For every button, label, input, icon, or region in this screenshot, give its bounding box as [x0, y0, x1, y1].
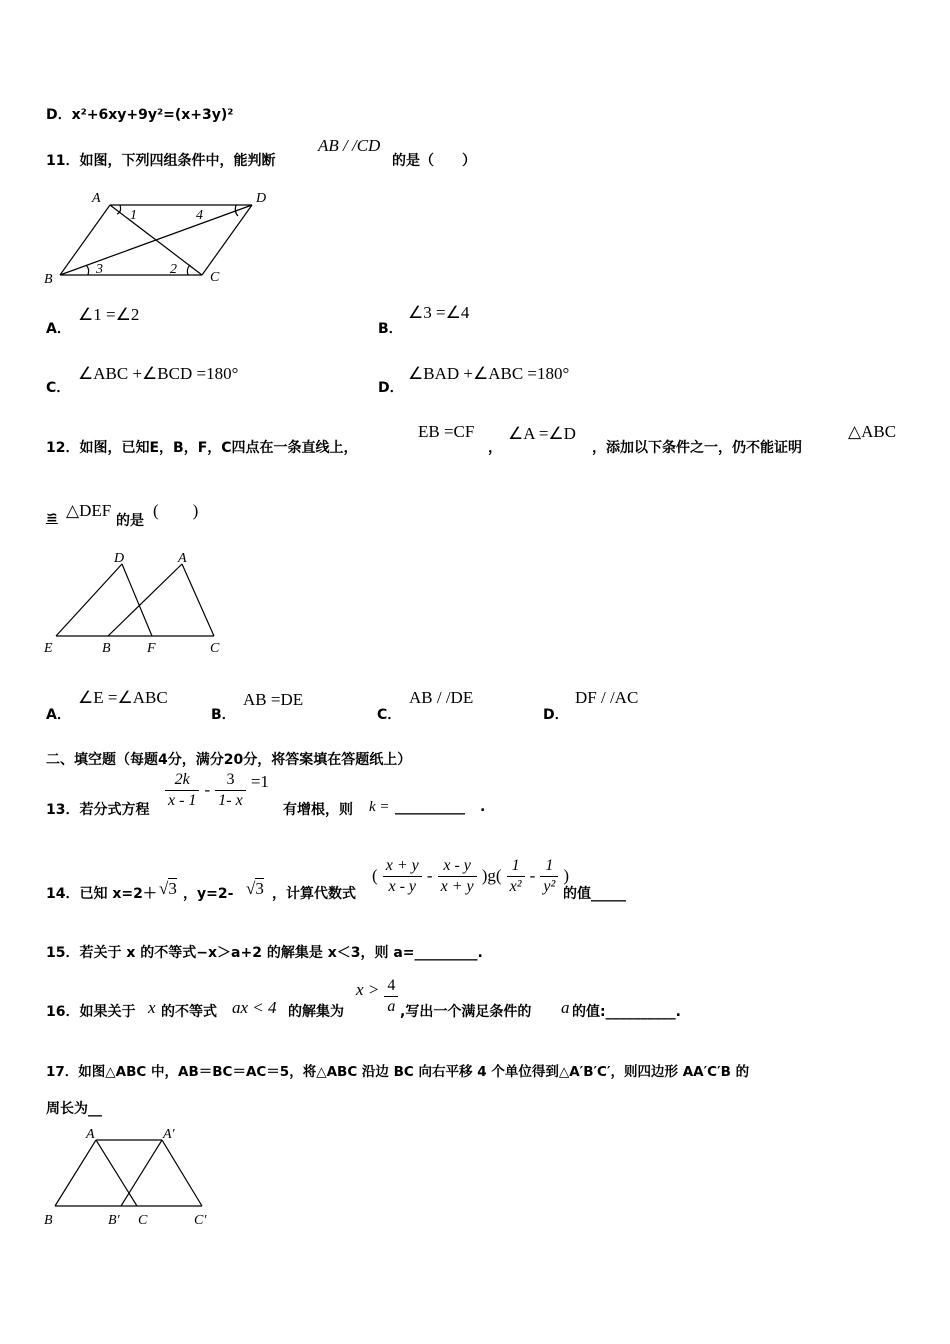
q14-sqrt-2: √3 — [246, 879, 264, 898]
q16-a: a — [561, 998, 570, 1017]
q13-frac-2: $\frac{3}{1- x}$ — [215, 770, 245, 811]
q12-figure — [40, 548, 240, 660]
label-C: C — [138, 1213, 148, 1228]
q12-cond-1: EB =CF — [418, 422, 475, 441]
label-C: C — [210, 641, 220, 656]
label-E: E — [44, 641, 53, 656]
label-C-prime: C′ — [194, 1213, 207, 1228]
q13-k: k = — [369, 799, 390, 815]
q17-figure — [40, 1124, 230, 1232]
label-A-prime: A′ — [163, 1127, 175, 1142]
q11-option-c: ∠ABC +∠BCD =180° — [78, 364, 239, 383]
segment-b-prime-a-prime — [121, 1140, 162, 1206]
label-B: B — [44, 1213, 53, 1228]
label-F: F — [147, 641, 156, 656]
label-3: 3 — [96, 262, 103, 277]
q16-solution: x > $\frac{4}{a}$ — [356, 976, 398, 1017]
label-D: D — [256, 191, 267, 206]
angle-3-arc — [86, 265, 89, 275]
q16-inequality: ax < 4 — [232, 998, 277, 1017]
segment-bd — [60, 205, 252, 275]
q12-congruent: ≌ — [46, 510, 58, 526]
q12-sep: ， — [488, 440, 502, 456]
q14-stem-2: ，y=2- — [183, 886, 234, 902]
q11-option-d: ∠BAD +∠ABC =180° — [408, 364, 570, 383]
q14-sqrt-1: √3 — [159, 879, 177, 898]
q12-option-d: DF / /AC — [575, 688, 639, 707]
q16-stem: 16．如果关于 — [46, 1004, 136, 1020]
q12-option-a: ∠E =∠ABC — [78, 688, 168, 707]
q14-stem-3: ，计算代数式 — [272, 886, 356, 902]
label-B: B — [44, 272, 53, 285]
q16-answer-blank[interactable]: __________ — [605, 1004, 676, 1020]
q13-answer-blank[interactable]: __________ — [395, 799, 465, 815]
q12-tri-1: △ABC — [848, 422, 897, 441]
q13-stem: 13．若分式方程 — [46, 802, 150, 818]
option-d-line: D．x²+6xy+9y²=(x+3y)² — [46, 107, 234, 123]
label-A: A — [86, 1127, 95, 1142]
q14-answer-blank[interactable]: _____ — [591, 886, 626, 902]
label-B: B — [102, 641, 111, 656]
q16-x: x — [148, 998, 156, 1017]
q11-option-d-label: D． — [378, 380, 404, 396]
q16-stem-4: ,写出一个满足条件的 — [400, 1004, 532, 1020]
q12-paren: ( ) — [153, 501, 199, 520]
label-A: A — [178, 551, 187, 566]
q11-option-b-label: B． — [378, 321, 403, 337]
segment-ab — [55, 1140, 96, 1206]
segment-ac — [182, 564, 214, 636]
label-A: A — [92, 191, 101, 206]
angle-2-arc — [187, 265, 190, 275]
q11-condition: AB / /CD — [318, 136, 381, 155]
segment-a-prime-c-prime — [162, 1140, 202, 1206]
label-2: 2 — [170, 262, 177, 277]
q12-option-b-label: B． — [211, 707, 236, 723]
q12-stem: 12．如图，已知E，B，F，C四点在一条直线上， — [46, 440, 358, 456]
q13-end: . — [480, 799, 486, 815]
segment-ac — [96, 1140, 137, 1206]
q16-stem-5: 的值:__________. — [572, 1004, 681, 1020]
q16-stem-2: 的不等式 — [161, 1004, 217, 1020]
q12-tri-2: △DEF — [66, 501, 112, 520]
section-heading: 二、填空题（每题4分，满分20分，将答案填在答题纸上） — [46, 752, 412, 768]
q16-stem-3: 的解集为 — [288, 1004, 344, 1020]
segment-cd — [202, 205, 252, 275]
label-C: C — [210, 270, 220, 285]
q17-stem-line-1: 17．如图△ABC 中，AB＝BC＝AC＝5，将△ABC 沿边 BC 向右平移 4 个单位得到△A′B′C′，则四边形 AA′C′B 的 — [46, 1064, 750, 1080]
q15-answer-blank[interactable]: _________ — [414, 945, 478, 961]
q12-option-c-label: C． — [377, 707, 402, 723]
q12-cond-2: ∠A =∠D — [508, 424, 576, 443]
q11-stem-end: 的是（ ） — [392, 153, 476, 169]
q13-equation: $\frac{2k}{x - 1}$ - $\frac{3}{1- x}$ =1 — [165, 770, 269, 811]
q14-expression: ( $\frac{x + y}{x - y}$ - $\frac{x - y}{x + y}$ )g( $\frac{1}{\text{x²}}$ - $\frac{1}{\text{y²}}$ ) — [372, 857, 570, 895]
q17-stem-line-2: 周长为__ — [46, 1101, 102, 1117]
q12-stem-2: ，添加以下条件之一，仍不能证明 — [592, 440, 802, 456]
label-1: 1 — [130, 208, 137, 223]
q11-option-c-label: C． — [46, 380, 71, 396]
label-D: D — [114, 551, 125, 566]
q11-figure — [40, 185, 280, 285]
q12-option-c: AB / /DE — [409, 688, 474, 707]
q17-answer-blank[interactable]: __ — [88, 1101, 102, 1117]
q14-stem-4: 的值_____ — [563, 886, 626, 902]
segment-df — [122, 564, 152, 636]
q11-stem: 11．如图，下列四组条件中，能判断 — [46, 153, 276, 169]
q12-option-b: AB =DE — [243, 690, 304, 709]
q11-option-a-label: A． — [46, 321, 71, 337]
q12-option-a-label: A． — [46, 707, 71, 723]
q12-stem-3: 的是 — [116, 513, 144, 529]
segment-ba — [108, 564, 182, 636]
q13-stem-2: 有增根，则 — [283, 802, 353, 818]
label-B-prime: B′ — [108, 1213, 120, 1228]
q12-option-d-label: D． — [543, 707, 569, 723]
q11-option-b: ∠3 =∠4 — [408, 303, 470, 322]
q15-stem: 15．若关于 x 的不等式−x＞a+2 的解集是 x＜3，则 a=_________. — [46, 945, 483, 961]
q13-frac-1: $\frac{2k}{x - 1}$ — [165, 770, 199, 811]
segment-ed — [56, 564, 122, 636]
q11-option-a: ∠1 =∠2 — [78, 305, 140, 324]
q14-stem: 14．已知 x=2＋ — [46, 886, 157, 902]
label-4: 4 — [196, 208, 203, 223]
